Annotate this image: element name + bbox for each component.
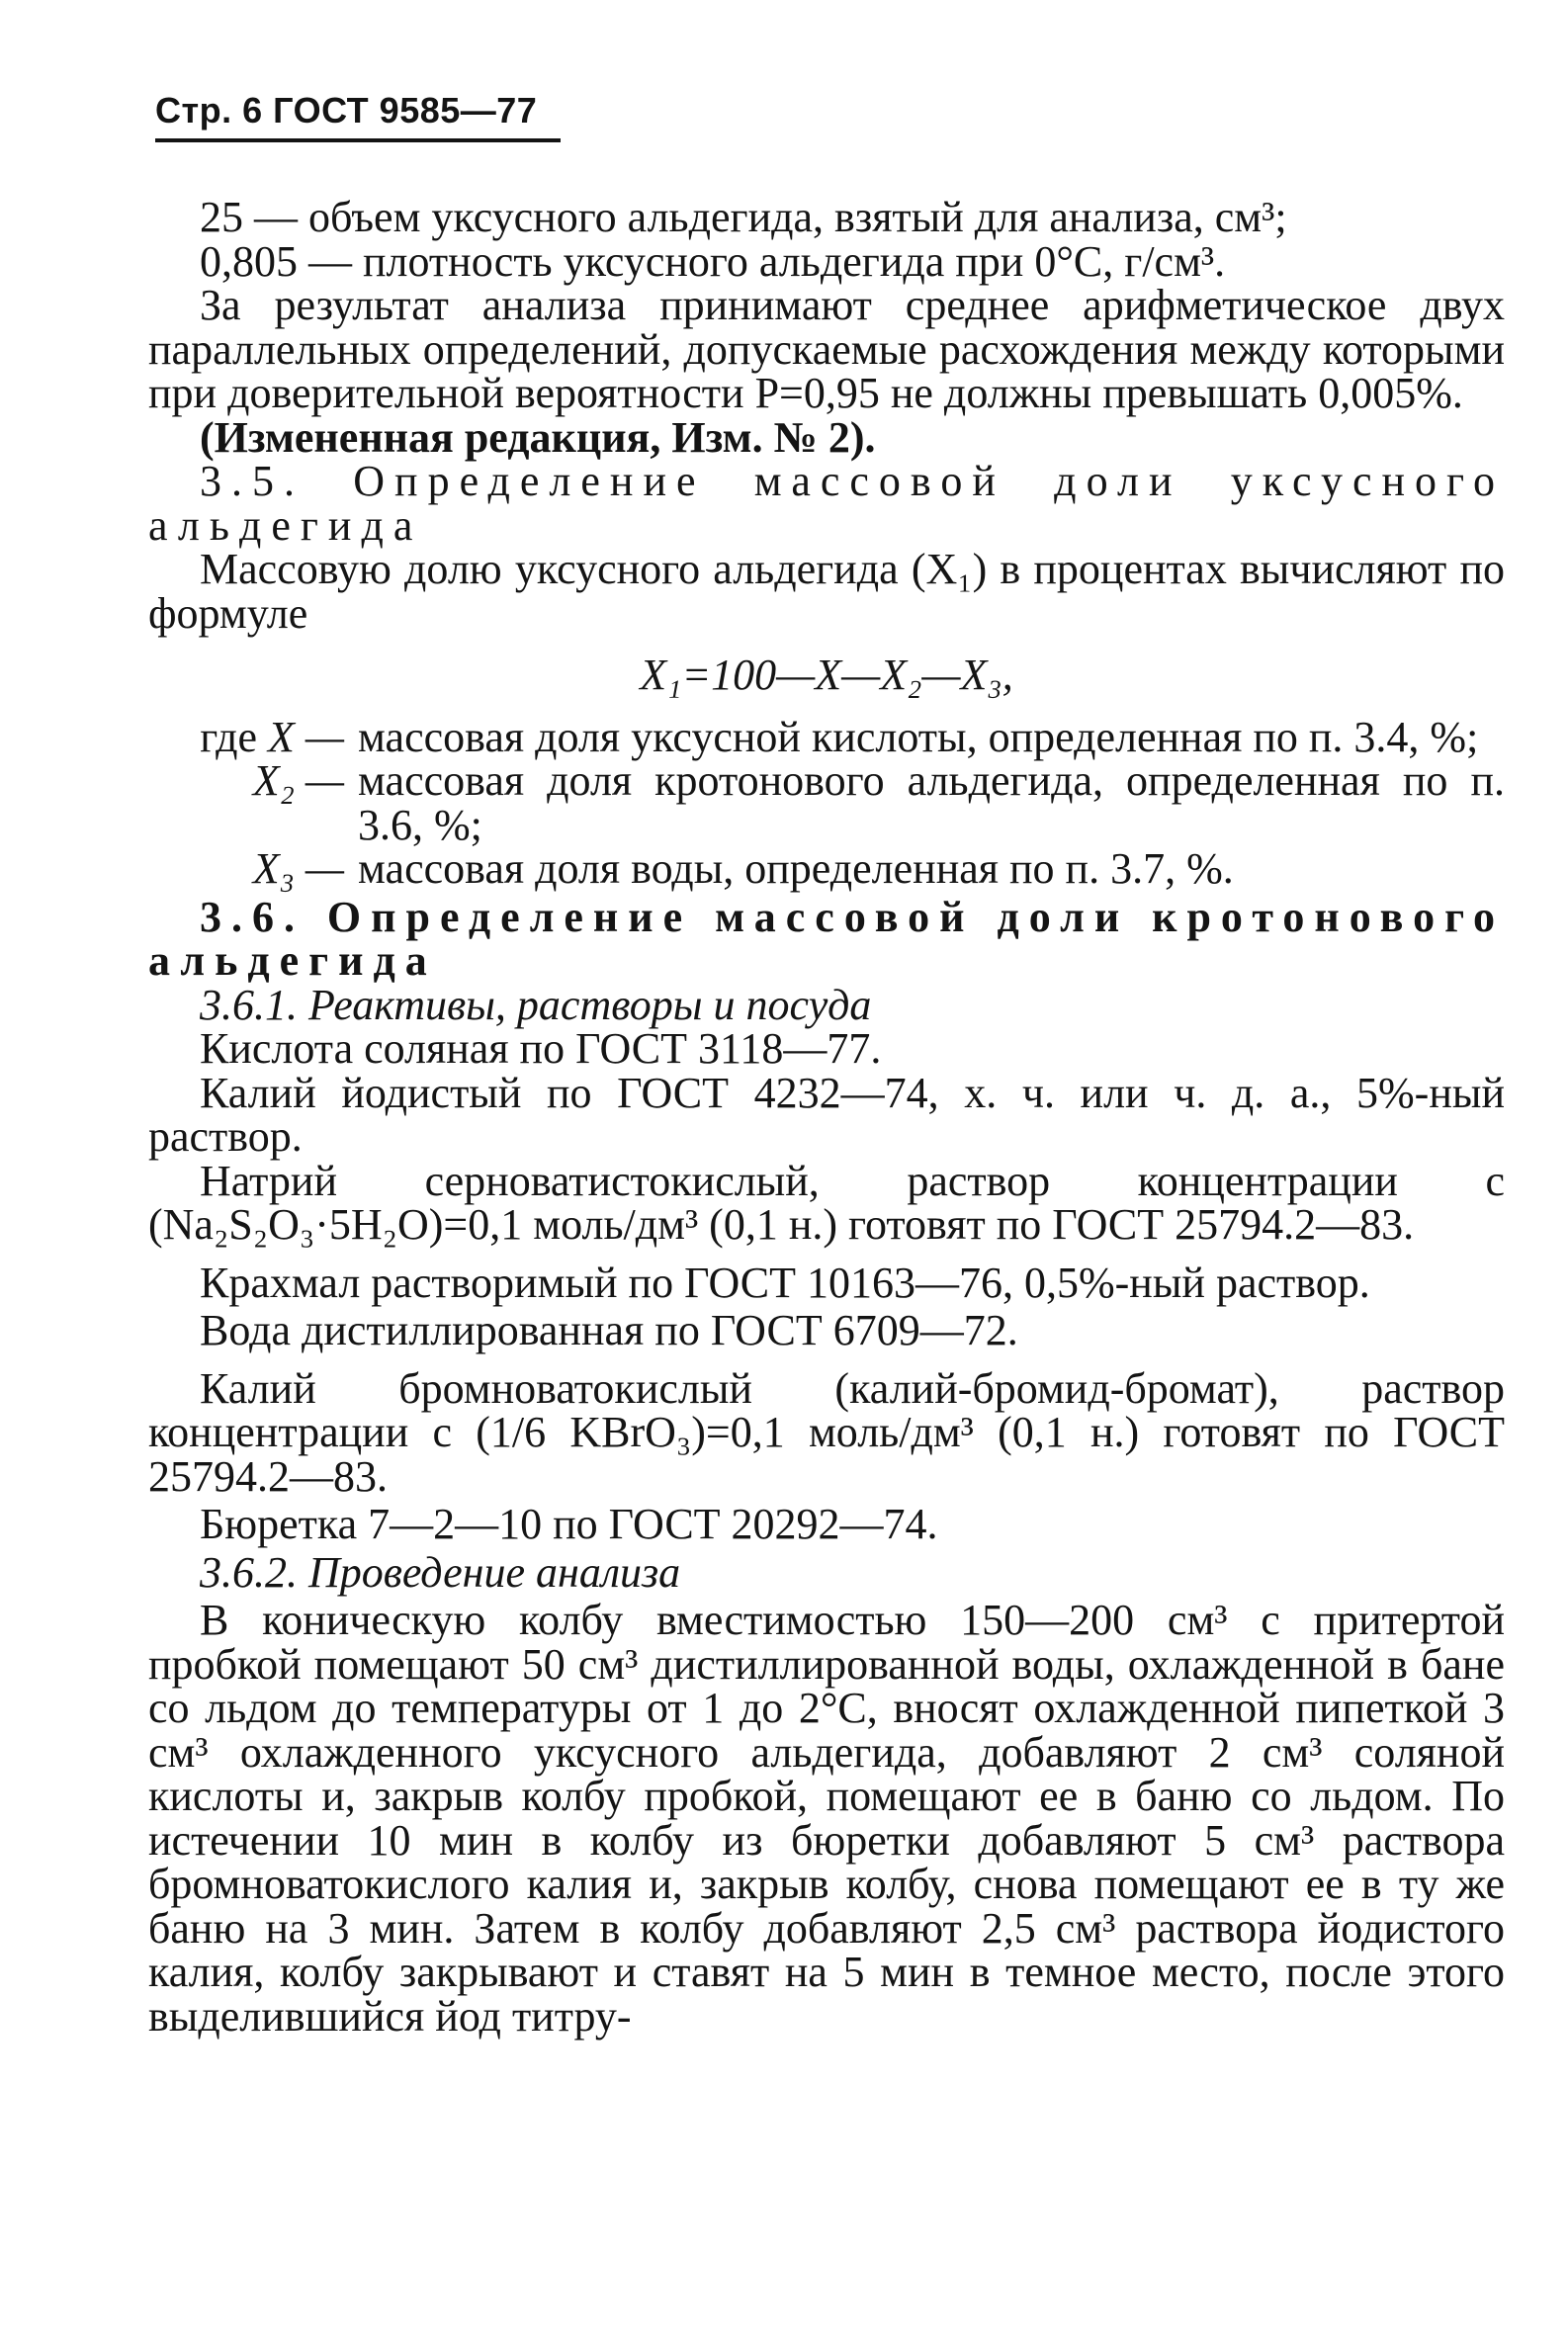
formula-x1: X₁=100—X—X₂—X₃,: [640, 651, 1013, 699]
edit-note: (Измененная редакция, Изм. № 2).: [200, 412, 876, 462]
document-body: [148, 193, 1505, 2041]
legend-x3: [148, 844, 1505, 893]
legend-x3-desc: массовая доля воды, определенная по п. 3.7, %.: [358, 844, 1234, 893]
paragraph-procedure: В коническую колбу вместимостью 150—200 см³ с притертой пробкой помещают 50 см³ дистиллированной воды, охлажденной в бане со льдом до температуры от 1 до 2°С, вносят охлажденной пипеткой 3 см³ охлажденного уксусного альдегида, добавляют 2 см³ соляной кислоты и, закрыв колбу пробкой, помещают ее в баню со льдом. По истечении 10 мин в колбу из бюретки добавляют 5 см³ раствора бромноватокислого калия и, закрыв колбу, снова помещают ее в ту же баню на 3 мин. Затем в колбу добавляют 2,5 см³ раствора йодистого калия, колбу закрывают и ставят на 5 мин в темное место, после этого выделившийся йод титру-: [148, 1596, 1505, 2041]
section-3-6-2-heading: 3.6.2. Проведение анализа: [200, 1547, 681, 1597]
legend-volume: 25 — объем уксусного альдегида, взятый для анализа, см³;: [200, 193, 1287, 241]
paragraph-mass-fraction: Массовую долю уксусного альдегида (X₁) в процентах вычисляют по формуле: [148, 545, 1505, 638]
reagent-thiosulfate: Натрий серноватистокислый, раствор концентрации с (Na₂S₂O₃·5H₂O)=0,1 моль/дм³ (0,1 н.) готовят по ГОСТ 25794.2—83.: [148, 1156, 1505, 1249]
equipment-burette: Бюретка 7—2—10 по ГОСТ 20292—74.: [200, 1500, 938, 1548]
legend-x2-term: X₂ —: [252, 756, 344, 805]
reagent-water: Вода дистиллированная по ГОСТ 6709—72.: [200, 1306, 1018, 1354]
legend-x-term: X —: [268, 712, 344, 761]
reagent-starch: Крахмал растворимый по ГОСТ 10163—76, 0,5%-ный раствор.: [200, 1258, 1370, 1307]
section-3-6-heading: 3.6. Определение массовой доли кротонового альдегида: [148, 892, 1505, 985]
header-rule: [155, 138, 561, 142]
legend-x: [148, 712, 1505, 761]
page-header: Стр. 6 ГОСТ 9585—77: [155, 90, 538, 130]
legend-density: 0,805 — плотность уксусного альдегида при 0°С, г/см³.: [200, 236, 1226, 286]
paragraph-result: За результат анализа принимают среднее арифметическое двух параллельных определений, допускаемые расхождения между которыми при доверительной вероятности P=0,95 не должны превышать 0,005%.: [148, 281, 1505, 417]
reagent-hcl: Кислота соляная по ГОСТ 3118—77.: [200, 1024, 882, 1073]
legend-x2: [148, 756, 1505, 849]
section-3-5-heading: 3.5. Определение массовой доли уксусного альдегида: [148, 457, 1505, 550]
legend-x3-term: X₃ —: [252, 844, 344, 893]
reagent-bromate: Калий бромноватокислый (калий-бромид-бромат), раствор концентрации с (1/6 KBrO₃)=0,1 моль/дм³ (0,1 н.) готовят по ГОСТ 25794.2—83.: [148, 1363, 1505, 1501]
legend-x2-desc: массовая доля кротонового альдегида, определенная по п. 3.6, %;: [358, 756, 1505, 849]
section-3-6-1-heading: 3.6.1. Реактивы, растворы и посуда: [200, 980, 872, 1029]
reagent-ki: Калий йодистый по ГОСТ 4232—74, х. ч. или ч. д. а., 5%-ный раствор.: [148, 1068, 1505, 1161]
legend-x-desc: массовая доля уксусной кислоты, определенная по п. 3.4, %;: [358, 712, 1479, 761]
legend-where: где: [200, 712, 257, 761]
